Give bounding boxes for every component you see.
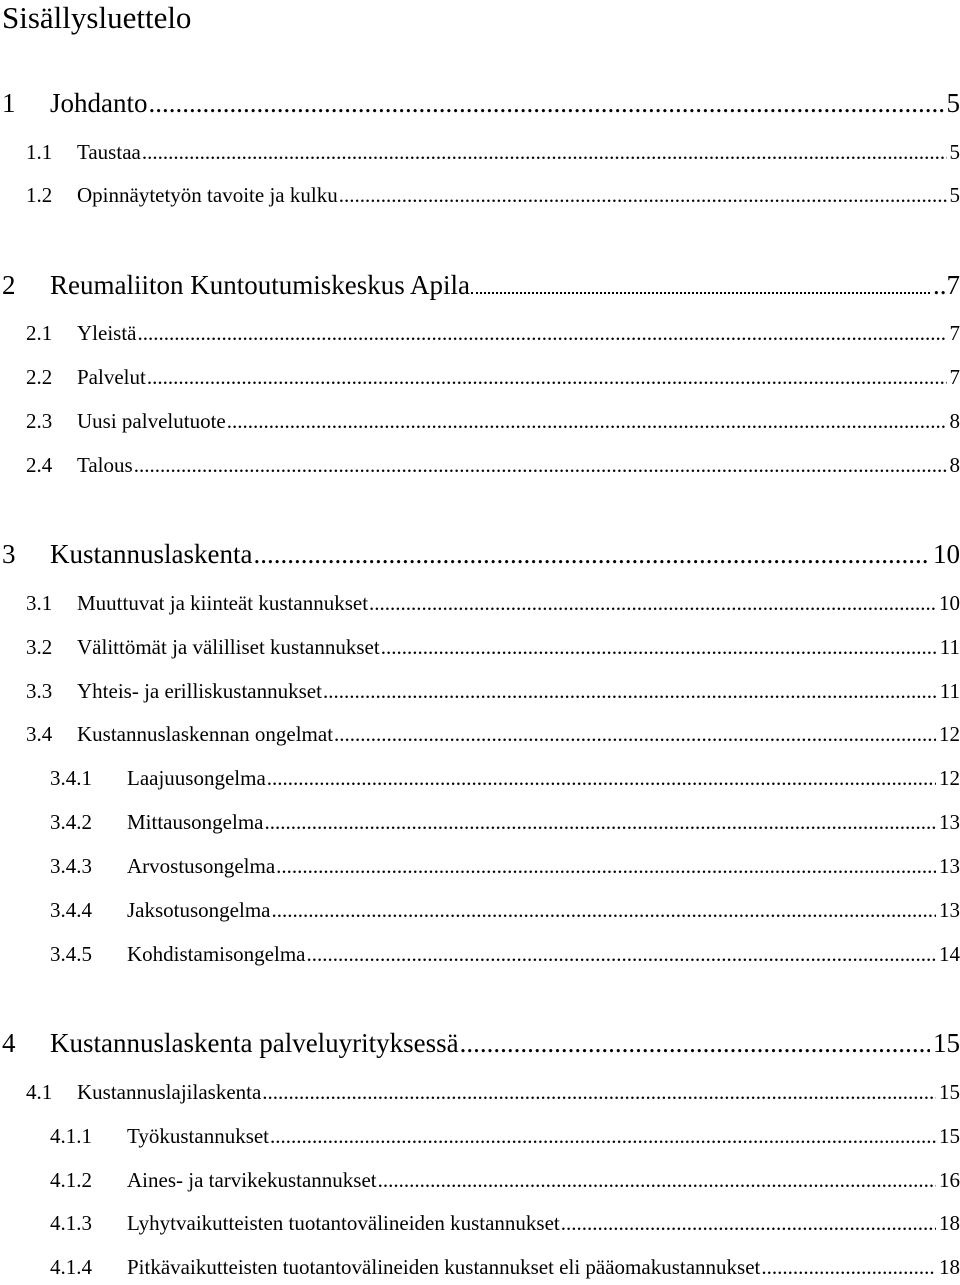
toc-entry-1-1[interactable] xyxy=(0,140,960,165)
toc-entry-label: Reumaliiton Kuntoutumiskeskus Apila xyxy=(50,270,470,300)
dot-leader xyxy=(460,1028,930,1059)
toc-entry-3-4[interactable] xyxy=(0,722,960,747)
toc-entry-1-2[interactable] xyxy=(0,183,960,208)
toc-entry-number: 3.4.3 xyxy=(50,854,92,878)
toc-entry-page: 10 xyxy=(939,591,960,615)
toc-entry-2-1[interactable] xyxy=(0,321,960,346)
toc-entry-label: Johdanto xyxy=(50,88,148,118)
dot-leader xyxy=(369,591,936,616)
toc-entry-3-1[interactable] xyxy=(0,591,960,616)
toc-entry-page: 15 xyxy=(939,1124,960,1148)
toc-entry-label: Yleistä xyxy=(77,321,137,345)
toc-entry-number: 1.1 xyxy=(26,140,53,164)
toc-entry-page: 11 xyxy=(939,679,960,703)
toc-entry-page: 13 xyxy=(939,810,960,834)
toc-entry-label: Palvelut xyxy=(77,365,146,389)
toc-entry-label: Talous xyxy=(77,453,133,477)
dot-leader xyxy=(262,1080,936,1105)
dot-leader xyxy=(264,810,936,835)
dot-leader xyxy=(323,679,937,704)
toc-entry-page: 11 xyxy=(939,635,960,659)
toc-entry-page: 12 xyxy=(939,766,960,790)
toc-entry-number: 2.4 xyxy=(26,453,53,477)
toc-entry-page: 13 xyxy=(939,854,960,878)
dot-leader xyxy=(761,1255,936,1280)
toc-entry-page: 10 xyxy=(933,539,960,569)
dot-leader xyxy=(134,453,947,478)
toc-entry-number: 3.4.5 xyxy=(50,942,92,966)
toc-entry-4-1-2[interactable] xyxy=(0,1168,960,1193)
toc-entry-number: 3.2 xyxy=(26,635,53,659)
toc-entry-label: Kustannuslaskennan ongelmat xyxy=(77,722,334,746)
toc-entry-page: 5 xyxy=(946,88,960,118)
toc-entry-label: Arvostusongelma xyxy=(127,854,276,878)
toc-entry-page: 15 xyxy=(939,1080,960,1104)
toc-entry-label: Kustannuslajilaskenta xyxy=(77,1080,262,1104)
dot-leader xyxy=(147,365,947,390)
toc-entry-label: Kustannuslaskenta palveluyrityksessä xyxy=(50,1028,459,1058)
dot-leader xyxy=(378,1168,936,1193)
toc-entry-number: 4.1.2 xyxy=(50,1168,92,1192)
toc-entry-label: Mittausongelma xyxy=(127,810,264,834)
page-title: Sisällysluettelo xyxy=(2,0,192,35)
toc-entry-number: 2.3 xyxy=(26,409,53,433)
toc-entry-3-4-3[interactable] xyxy=(0,854,960,879)
toc-entry-3-4-4[interactable] xyxy=(0,898,960,923)
toc-entry-3-2[interactable] xyxy=(0,635,960,660)
toc-entry-3[interactable] xyxy=(0,539,960,570)
toc-entry-2-2[interactable] xyxy=(0,365,960,390)
toc-entry-label: Taustaa xyxy=(77,140,141,164)
toc-entry-number: 3.4.2 xyxy=(50,810,92,834)
toc-entry-number: 3.1 xyxy=(26,591,53,615)
toc-entry-4-1[interactable] xyxy=(0,1080,960,1105)
dot-leader xyxy=(276,854,936,879)
toc-entry-1[interactable] xyxy=(0,88,960,119)
toc-entry-number: 3.4.4 xyxy=(50,898,92,922)
toc-entry-label: Uusi palvelutuote xyxy=(77,409,226,433)
toc-entry-number: 3.4.1 xyxy=(50,766,92,790)
toc-entry-number: 2.1 xyxy=(26,321,53,345)
toc-entry-label: Opinnäytetyön tavoite ja kulku xyxy=(77,183,338,207)
toc-entry-4[interactable] xyxy=(0,1028,960,1059)
dot-leader xyxy=(227,409,947,434)
toc-entry-page: 18 xyxy=(939,1211,960,1235)
dot-leader xyxy=(561,1211,936,1236)
toc-entry-page: 13 xyxy=(939,898,960,922)
toc-entry-4-1-1[interactable] xyxy=(0,1124,960,1149)
toc-entry-2[interactable] xyxy=(0,270,960,301)
toc-entry-2-4[interactable] xyxy=(0,453,960,478)
toc-entry-number: 4 xyxy=(2,1028,16,1058)
toc-entry-label: Kustannuslaskenta xyxy=(50,539,253,569)
toc-entry-page: 5 xyxy=(949,183,960,207)
toc-entry-page: 5 xyxy=(949,140,960,164)
toc-entry-label: Lyhytvaikutteisten tuotantovälineiden kustannukset xyxy=(127,1211,560,1235)
dot-leader xyxy=(142,140,947,165)
toc-entry-number: 3.4 xyxy=(26,722,53,746)
toc-entry-page: 16 xyxy=(939,1168,960,1192)
dot-leader xyxy=(270,1124,936,1149)
toc-entry-label: Välittömät ja välilliset kustannukset xyxy=(77,635,380,659)
toc-entry-page: 15 xyxy=(933,1028,960,1058)
dot-leader xyxy=(471,292,930,294)
toc-entry-3-4-5[interactable] xyxy=(0,942,960,967)
toc-entry-3-3[interactable] xyxy=(0,679,960,704)
toc-entry-number: 1 xyxy=(2,88,16,118)
dot-leader xyxy=(253,539,930,570)
toc-entry-page: 7 xyxy=(949,365,960,389)
toc-entry-label: Pitkävaikutteisten tuotantovälineiden kustannukset eli pääomakustannukset xyxy=(127,1255,761,1279)
toc-entry-3-4-1[interactable] xyxy=(0,766,960,791)
toc-entry-number: 4.1.1 xyxy=(50,1124,92,1148)
dot-leader xyxy=(149,88,944,119)
toc-entry-number: 3.3 xyxy=(26,679,53,703)
toc-entry-label: Kohdistamisongelma xyxy=(127,942,306,966)
toc-entry-4-1-4[interactable] xyxy=(0,1255,960,1280)
toc-entry-label: Yhteis- ja erilliskustannukset xyxy=(77,679,322,703)
toc-entry-number: 4.1 xyxy=(26,1080,53,1104)
toc-entry-label: Muuttuvat ja kiinteät kustannukset xyxy=(77,591,369,615)
toc-entry-label: Aines- ja tarvikekustannukset xyxy=(127,1168,377,1192)
toc-entry-page: 7 xyxy=(949,321,960,345)
toc-entry-label: Laajuusongelma xyxy=(127,766,266,790)
toc-entry-page: 8 xyxy=(949,453,960,477)
toc-entry-2-3[interactable] xyxy=(0,409,960,434)
toc-entry-number: 4.1.4 xyxy=(50,1255,92,1279)
toc-entry-number: 3 xyxy=(2,539,16,569)
toc-entry-number: 2.2 xyxy=(26,365,53,389)
toc-entry-4-1-3[interactable] xyxy=(0,1211,960,1236)
dot-leader xyxy=(271,898,936,923)
toc-entry-label: Jaksotusongelma xyxy=(127,898,271,922)
toc-entry-3-4-2[interactable] xyxy=(0,810,960,835)
dot-leader xyxy=(306,942,936,967)
dot-leader xyxy=(381,635,937,660)
toc-entry-page: ..7 xyxy=(933,270,960,300)
toc-entry-page: 8 xyxy=(949,409,960,433)
dot-leader xyxy=(267,766,936,791)
dot-leader xyxy=(339,183,947,208)
dot-leader xyxy=(334,722,936,747)
dot-leader xyxy=(137,321,946,346)
toc-entry-number: 1.2 xyxy=(26,183,53,207)
toc-entry-number: 4.1.3 xyxy=(50,1211,92,1235)
toc-entry-page: 14 xyxy=(939,942,960,966)
toc-entry-page: 12 xyxy=(939,722,960,746)
toc-entry-page: 18 xyxy=(939,1255,960,1279)
toc-entry-number: 2 xyxy=(2,270,16,300)
toc-entry-label: Työkustannukset xyxy=(127,1124,270,1148)
